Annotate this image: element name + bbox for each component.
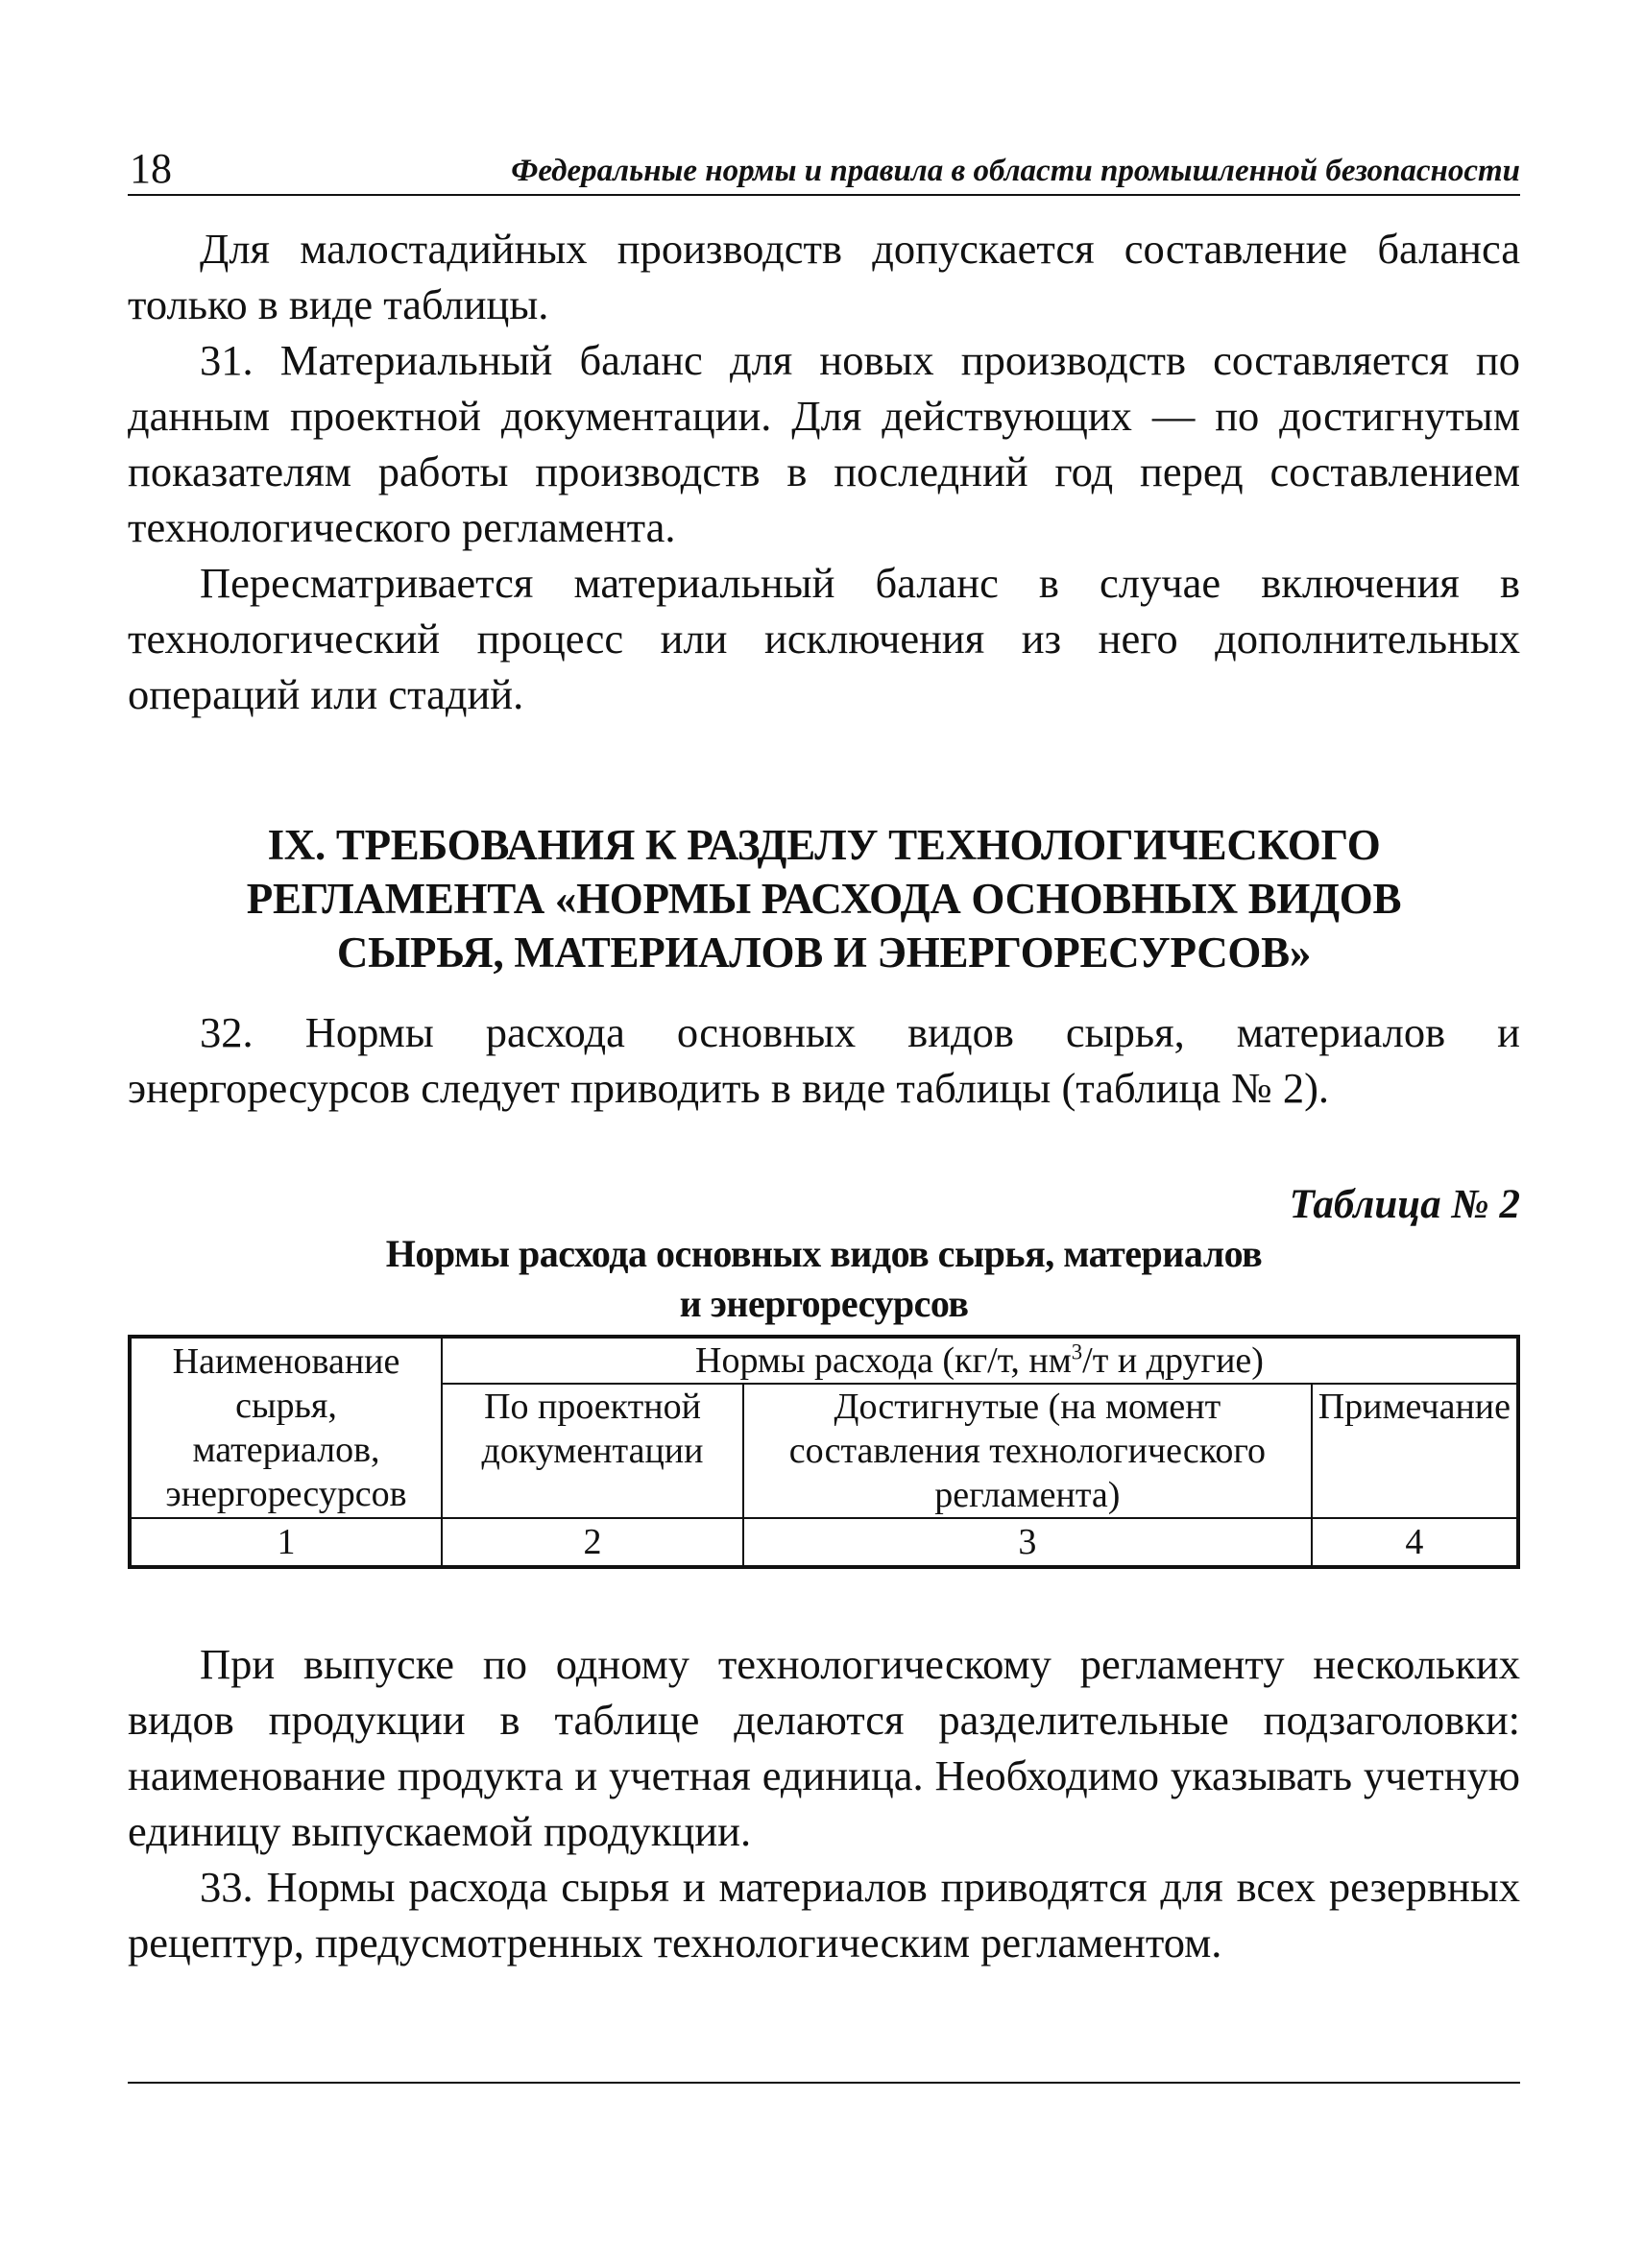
norms-table xyxy=(128,1335,1520,1569)
paragraph-31: 31. Материальный баланс для новых производств составляется по данным проектной документации. Для действующих — по достигнутым показателям работы производств в последний год перед составлением технологического регламента. xyxy=(128,336,1520,551)
table-title-line2: и энергоресурсов xyxy=(679,1282,969,1325)
section-heading-line2: РЕГЛАМЕНТА «НОРМЫ РАСХОДА ОСНОВНЫХ ВИДОВ xyxy=(246,875,1402,923)
paragraph-subheadings: При выпуске по одному технологическому регламенту нескольких видов продукции в таблице делаются разделительные подзаголовки: наименование продукта и учетная единица. Необходимо указывать учетную единицу выпускаемой продукции. xyxy=(128,1640,1520,1855)
document-page xyxy=(128,144,1520,1970)
header-note: Примечание xyxy=(1312,1384,1518,1518)
column-number: 1 xyxy=(130,1518,442,1567)
header-achieved: Достигнутые (на момент составления технологического регламента) xyxy=(743,1384,1312,1518)
column-number: 3 xyxy=(743,1518,1312,1567)
header-consumption-norms xyxy=(442,1337,1518,1384)
section-heading-line1: IX. ТРЕБОВАНИЯ К РАЗДЕЛУ ТЕХНОЛОГИЧЕСКОГО xyxy=(267,821,1381,869)
table-title xyxy=(128,1229,1520,1329)
paragraph-revision: Пересматривается материальный баланс в случае включения в технологический процесс или исключения из него дополнительных операций или стадий. xyxy=(128,559,1520,718)
header-consumption-norms-text: Нормы расхода (кг/т, нм xyxy=(695,1340,1072,1381)
header-consumption-norms-sup: 3 xyxy=(1071,1339,1083,1364)
page-number: 18 xyxy=(130,145,172,192)
paragraph-32: 32. Нормы расхода основных видов сырья, материалов и энергоресурсов следует приводить в виде таблицы (таблица № 2). xyxy=(128,1008,1520,1112)
running-title: Федеральные нормы и правила в области промышленной безопасности xyxy=(511,154,1520,188)
column-number: 4 xyxy=(1312,1518,1518,1567)
paragraph-33: 33. Нормы расхода сырья и материалов приводятся для всех резервных рецептур, предусмотренных технологическим регламентом. xyxy=(128,1863,1520,1966)
section-heading xyxy=(128,818,1520,979)
column-number: 2 xyxy=(442,1518,743,1567)
table-header-row xyxy=(130,1337,1518,1384)
table-number-label: Таблица № 2 xyxy=(1289,1182,1520,1227)
header-consumption-norms-text-end: /т и другие) xyxy=(1082,1340,1264,1381)
table-title-line1: Нормы расхода основных видов сырья, материалов xyxy=(385,1232,1263,1275)
section-heading-line3: СЫРЬЯ, МАТЕРИАЛОВ И ЭНЕРГОРЕСУРСОВ» xyxy=(336,929,1312,977)
header-material-name: Наименование сырья, материалов, энергоресурсов xyxy=(130,1337,442,1518)
footer-divider xyxy=(128,2082,1520,2084)
table-column-numbers-row xyxy=(130,1518,1518,1567)
paragraph-small-production: Для малостадийных производств допускается составление баланса только в виде таблицы. xyxy=(128,225,1520,328)
running-header xyxy=(128,144,1520,196)
header-by-project: По проектной документации xyxy=(442,1384,743,1518)
